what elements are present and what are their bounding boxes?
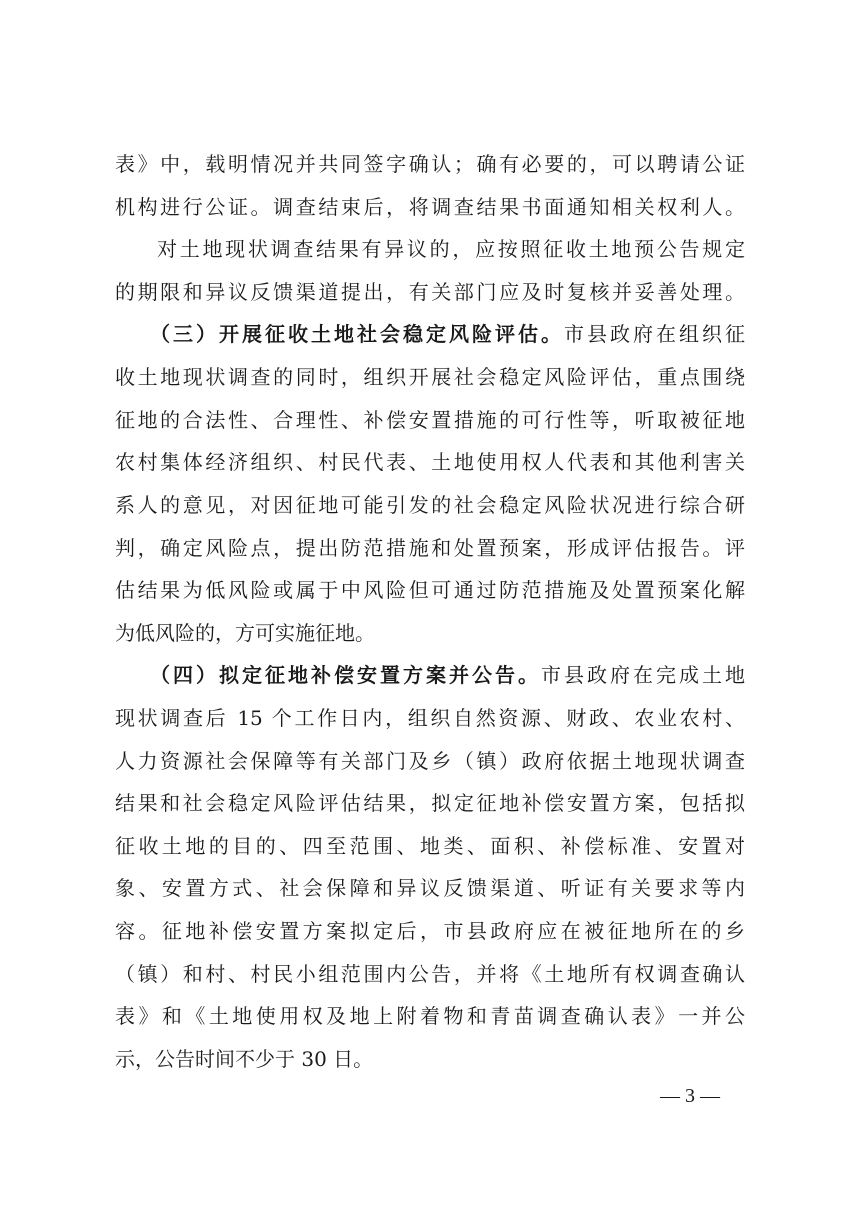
text-line: 判，确定风险点，提出防范措施和处置预案，形成评估报告。评 xyxy=(115,536,745,560)
text-line: 人力资源社会保障等有关部门及乡（镇）政府依据土地现状调查 xyxy=(115,749,745,773)
text-line: 表》和《土地使用权及地上附着物和青苗调查确认表》一并公 xyxy=(115,1004,745,1028)
section-lead-three: 市县政府在组织征 xyxy=(564,322,745,346)
text-line: （镇）和村、村民小组范围内公告，并将《土地所有权调查确认 xyxy=(115,962,745,986)
section-label-three: （三） xyxy=(150,322,219,346)
section-lead-four: 市县政府在完成土地 xyxy=(541,663,745,687)
text-line: 示，公告时间不少于 30 日。 xyxy=(115,1047,374,1071)
section-title-four: 拟定征地补偿安置方案并公告。 xyxy=(219,663,541,687)
text-line: 征地的合法性、合理性、补偿安置措施的可行性等，听取被征地 xyxy=(115,408,745,432)
text-line: 现状调查后 15 个工作日内，组织自然资源、财政、农业农村、 xyxy=(115,706,745,730)
text-line: 系人的意见，对因征地可能引发的社会稳定风险状况进行综合研 xyxy=(115,493,745,517)
section-title-three: 开展征收土地社会稳定风险评估。 xyxy=(219,322,564,346)
text-line: 容。征地补偿安置方案拟定后，市县政府应在被征地所在的乡 xyxy=(115,919,745,943)
text-line: 收土地现状调查的同时，组织开展社会稳定风险评估，重点围绕 xyxy=(115,365,745,389)
text-line: 征收土地的目的、四至范围、地类、面积、补偿标准、安置对 xyxy=(115,834,745,858)
text-line: 机构进行公证。调查结束后，将调查结果书面通知相关权利人。 xyxy=(115,195,745,219)
section-label-four: （四） xyxy=(150,663,219,687)
text-line: 农村集体经济组织、村民代表、土地使用权人代表和其他利害关 xyxy=(115,450,745,474)
section-heading-three xyxy=(150,321,745,347)
text-line: 的期限和异议反馈渠道提出，有关部门应及时复核并妥善处理。 xyxy=(115,280,745,304)
text-line: 象、安置方式、社会保障和异议反馈渠道、听证有关要求等内 xyxy=(115,876,745,900)
page-number: — 3 — xyxy=(660,1085,720,1107)
text-line: 估结果为低风险或属于中风险但可通过防范措施及处置预案化解 xyxy=(115,578,745,602)
text-line: 为低风险的，方可实施征地。 xyxy=(115,621,375,645)
text-line: 对土地现状调查结果有异议的，应按照征收土地预公告规定 xyxy=(157,237,745,261)
text-line: 表》中，载明情况并共同签字确认；确有必要的，可以聘请公证 xyxy=(115,152,745,176)
section-heading-four xyxy=(150,662,745,688)
text-line: 结果和社会稳定风险评估结果，拟定征地补偿安置方案，包括拟 xyxy=(115,791,745,815)
